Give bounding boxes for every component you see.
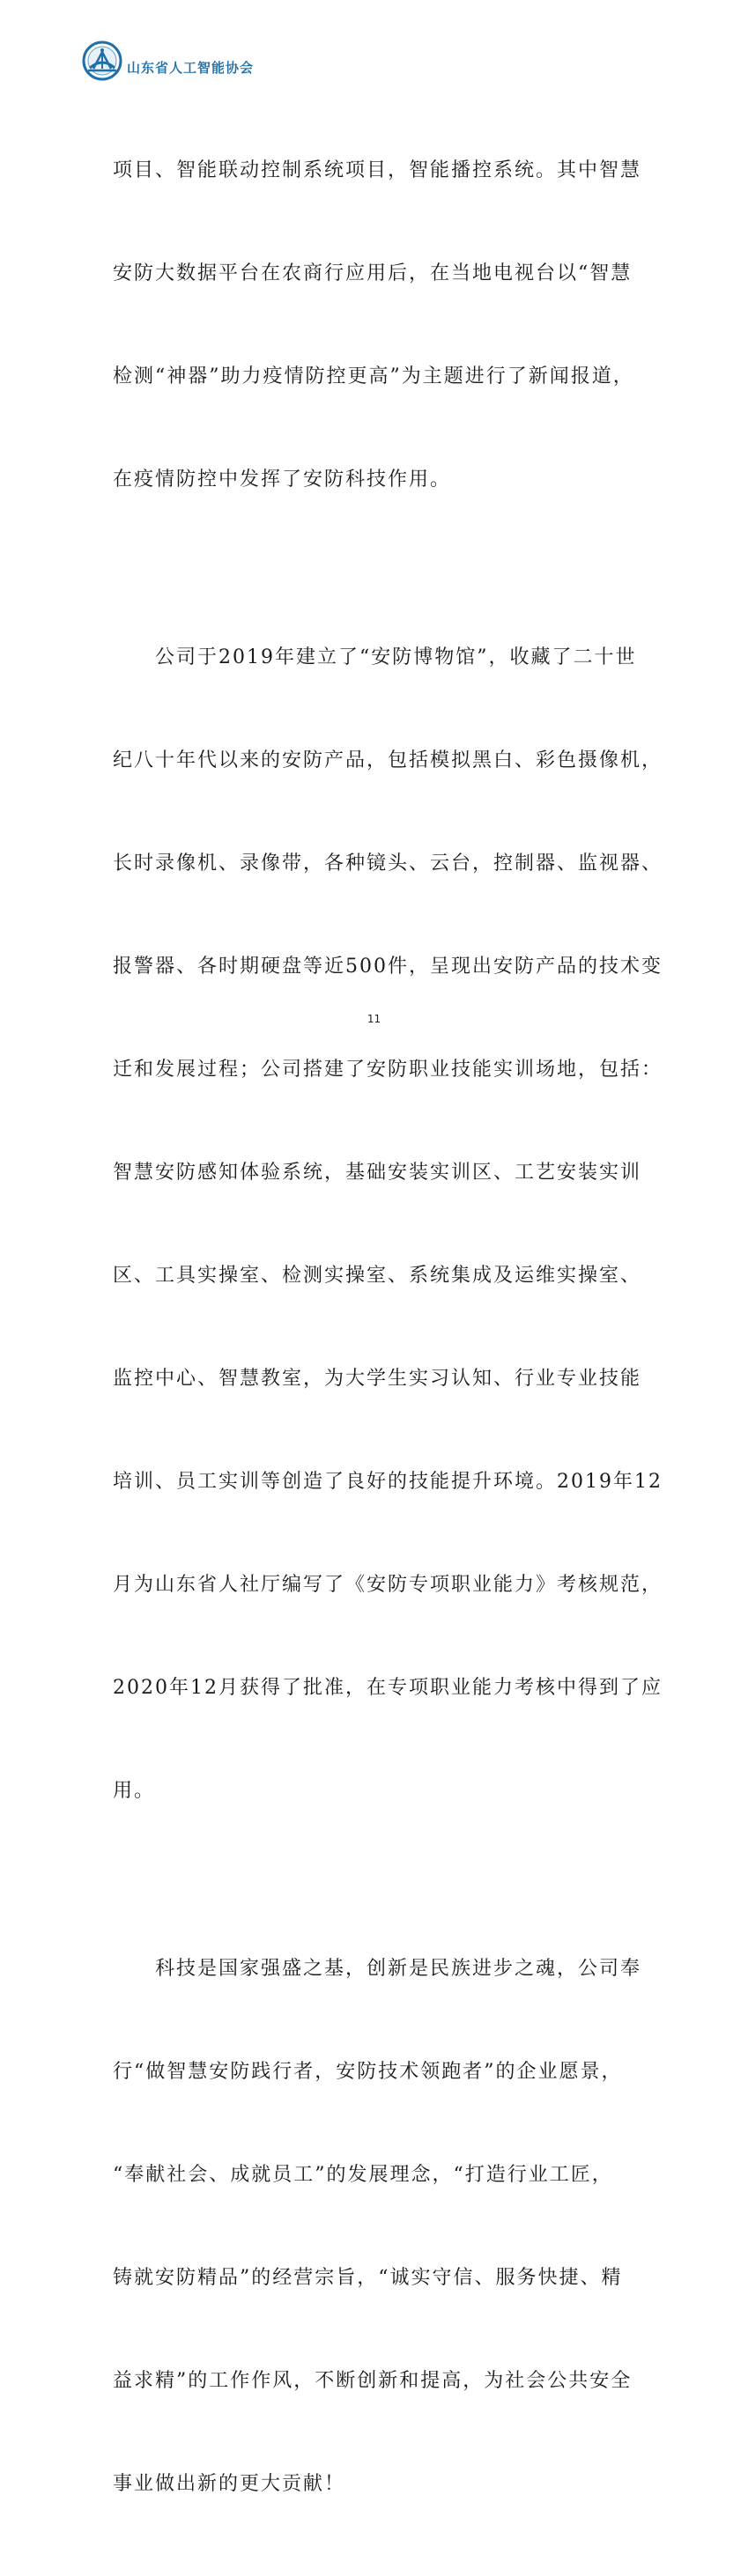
text-line: 长时录像机、录像带，各种镜头、云台，控制器、监视器、 <box>113 853 663 875</box>
text-line: 在疫情防控中发挥了安防科技作用。 <box>113 469 452 491</box>
text-line: 2020年12月获得了批准，在专项职业能力考核中得到了应 <box>113 1677 663 1699</box>
text-line: 月为山东省人社厅编写了《安防专项职业能力》考核规范， <box>113 1574 663 1596</box>
paragraph-2 <box>113 572 663 1877</box>
organization-name: 山东省人工智能协会 <box>127 59 255 76</box>
page-header <box>81 39 254 83</box>
text-line: 迁和发展过程；公司搭建了安防职业技能实训场地，包括： <box>113 1059 663 1081</box>
paragraph-3 <box>113 1883 642 2570</box>
text-line: 用。 <box>113 1780 156 1802</box>
paragraph-1 <box>113 85 642 565</box>
text-line: 培训、员工实训等创造了良好的技能提升环境。2019年12 <box>113 1471 663 1493</box>
page-number: 11 <box>367 1013 381 1025</box>
text-line: 监控中心、智慧教室，为大学生实习认知、行业专业技能 <box>113 1368 642 1390</box>
text-line: 行“做智慧安防践行者，安防技术领跑者”的企业愿景， <box>113 2061 623 2083</box>
association-logo-icon <box>81 40 123 82</box>
text-line: 益求精”的工作作风，不断创新和提高，为社会公共安全 <box>113 2370 633 2392</box>
text-line: 报警器、各时期硬盘等近500件，呈现出安防产品的技术变 <box>113 956 663 978</box>
text-line: 科技是国家强盛之基，创新是民族进步之魂，公司奉 <box>113 1958 642 1980</box>
text-line: 安防大数据平台在农商行应用后，在当地电视台以“智慧 <box>113 262 633 284</box>
text-line: 智慧安防感知体验系统，基础安装实训区、工艺安装实训 <box>113 1162 642 1184</box>
text-line: 铸就安防精品”的经营宗旨，“诚实守信、服务快捷、精 <box>113 2267 623 2289</box>
text-line: 公司于2019年建立了“安防博物馆”，收藏了二十世 <box>113 646 637 668</box>
text-line: “奉献社会、成就员工”的发展理念，“打造行业工匠， <box>113 2164 613 2186</box>
text-line: 检测“神器”助力疫情防控更高”为主题进行了新闻报道， <box>113 365 634 388</box>
document-body <box>113 85 663 2576</box>
text-line: 区、工具实操室、检测实操室、系统集成及运维实操室、 <box>113 1265 642 1287</box>
text-line: 事业做出新的更大贡献！ <box>113 2473 346 2495</box>
text-line: 项目、智能联动控制系统项目，智能播控系统。其中智慧 <box>113 159 642 181</box>
text-line: 纪八十年代以来的安防产品，包括模拟黑白、彩色摄像机， <box>113 749 663 771</box>
